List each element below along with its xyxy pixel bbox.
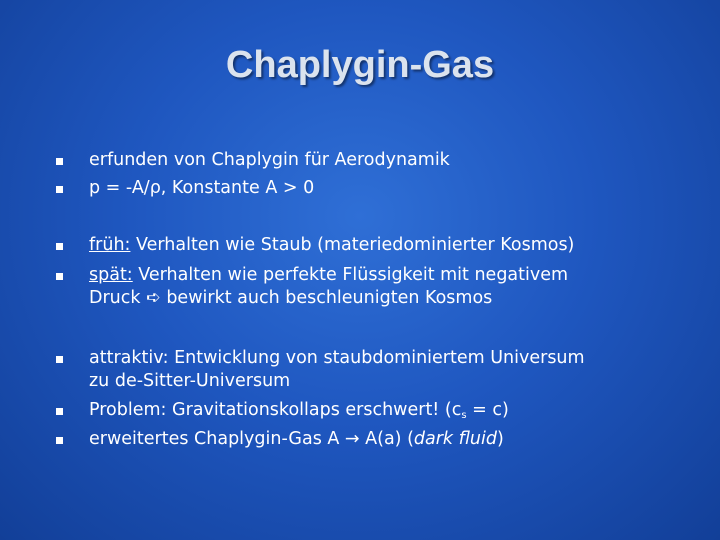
bullet-text: attraktiv: Entwicklung von staubdominiertem Universum — [89, 348, 585, 368]
bullet-text: Druck — [89, 288, 147, 308]
bullet-text-italic: dark fluid — [413, 429, 497, 449]
bullet-square-icon — [56, 158, 63, 165]
arrow-icon: → — [344, 429, 360, 449]
bullet-square-icon — [56, 243, 63, 250]
bullet-text-group — [89, 428, 709, 451]
slide-title: Chaplygin-Gas — [225, 44, 495, 86]
bullet-text: zu de-Sitter-Universum — [89, 371, 291, 391]
bullet-text: Problem: Gravitationskollaps erschwert! (c — [89, 400, 462, 420]
bullet-text-group — [89, 347, 709, 393]
bullet-text: Verhalten wie Staub (materiedominierter Kosmos) — [130, 235, 575, 255]
bullet-text: bewirkt auch beschleunigten Kosmos — [160, 288, 493, 308]
bullet-text: = c) — [466, 400, 509, 420]
bullet-square-icon — [56, 437, 63, 444]
bullet-label: spät: — [89, 265, 133, 285]
bullet-text: Verhalten wie perfekte Flüssigkeit mit negativem — [132, 265, 569, 285]
bullet-text-group — [89, 234, 709, 257]
bullet-text-group — [89, 264, 709, 310]
bullet-text: erweitertes Chaplygin-Gas A — [89, 429, 345, 449]
bullet-text: p = -A/ρ, Konstante A > 0 — [89, 178, 315, 198]
bullet-text: erfunden von Chaplygin für Aerodynamik — [89, 150, 450, 170]
bullet-text: A(a) ( — [359, 429, 414, 449]
bullet-label: früh: — [89, 235, 131, 255]
arrow-icon: ➪ — [146, 288, 161, 308]
bullet-square-icon — [56, 186, 63, 193]
subscript: s — [461, 410, 467, 421]
bullet-text-group — [89, 399, 709, 427]
bullet-text: ) — [497, 429, 504, 449]
bullet-square-icon — [56, 356, 63, 363]
bullet-square-icon — [56, 408, 63, 415]
bullet-square-icon — [56, 273, 63, 280]
